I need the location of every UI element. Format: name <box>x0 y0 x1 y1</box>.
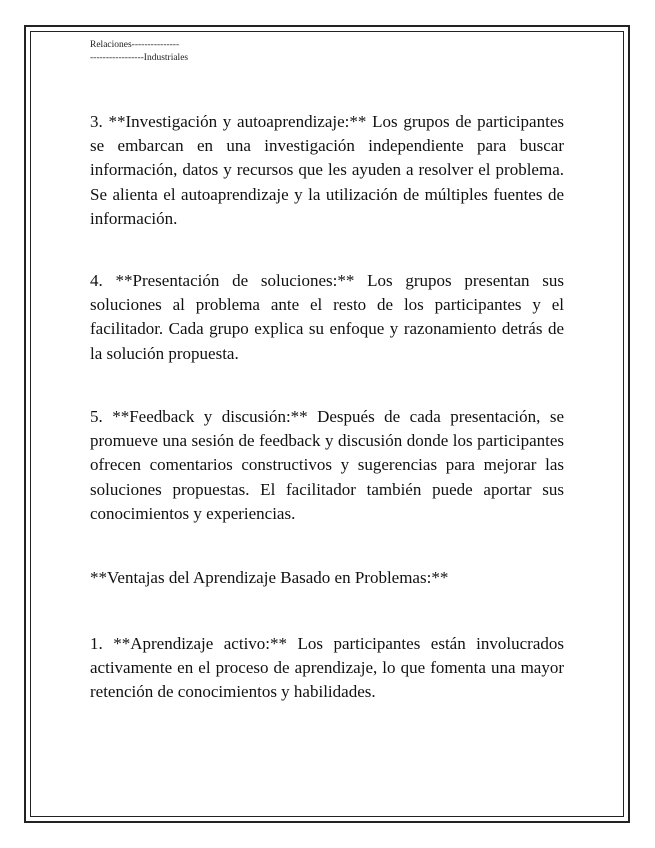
running-header <box>90 39 188 65</box>
paragraph-feedback: 5. **Feedback y discusión:** Después de cada presentación, se promueve una sesión de feedback y discusión donde los participantes ofrecen comentarios constructivos y sugerencias para mejorar las soluciones propuestas. El facilitador también puede aportar sus conocimientos y experiencias. <box>90 407 564 523</box>
header-line-2: -----------------Industriales <box>90 53 189 63</box>
section-heading-ventajas: **Ventajas del Aprendizaje Basado en Problemas:** <box>90 568 449 587</box>
paragraph-presentacion: 4. **Presentación de soluciones:** Los grupos presentan sus soluciones al problema ante el resto de los participantes y el facilitador. Cada grupo explica su enfoque y razonamiento detrás de la solución propuesta. <box>90 271 564 363</box>
header-line-1: Relaciones--------------- <box>90 40 180 50</box>
paragraph-investigacion: 3. **Investigación y autoaprendizaje:** Los grupos de participantes se embarcan en una investigación independiente para buscar información, datos y recursos que les ayuden a resolver el problema. Se alienta el autoaprendizaje y la utilización de múltiples fuentes de información. <box>90 112 564 228</box>
paragraph-aprendizaje-activo: 1. **Aprendizaje activo:** Los participantes están involucrados activamente en el proceso de aprendizaje, lo que fomenta una mayor retención de conocimientos y habilidades. <box>90 634 564 702</box>
